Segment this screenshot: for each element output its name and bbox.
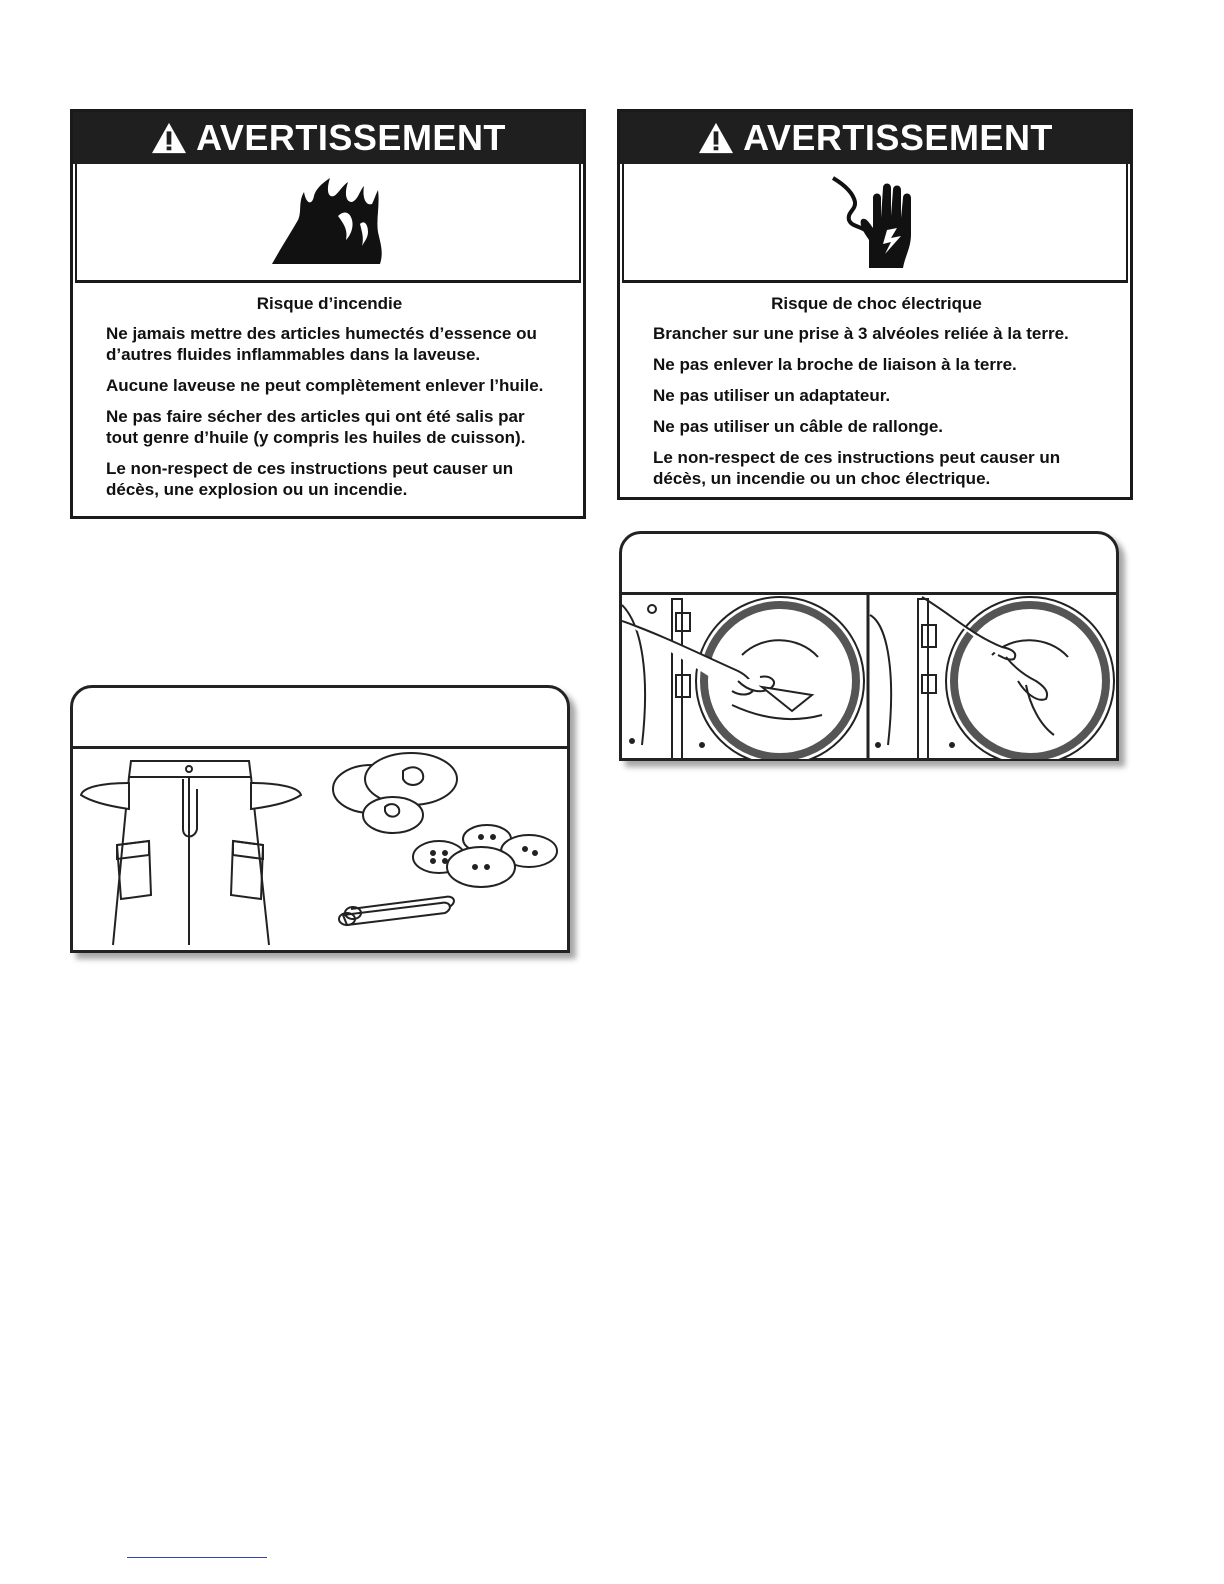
- warning-triangle-icon: [150, 121, 188, 155]
- warning-header-text: AVERTISSEMENT: [743, 117, 1053, 158]
- electric-shock-hand-icon: [825, 174, 925, 270]
- dryer-panel-right: [870, 597, 1114, 759]
- warning-line: Ne jamais mettre des articles humectés d’essence ou d’autres fluides inflammables dans la laveuse.: [106, 324, 537, 364]
- warning-header-text: AVERTISSEMENT: [196, 117, 506, 158]
- warning-triangle-icon: [697, 121, 735, 155]
- warning-body: [73, 283, 583, 514]
- warning-line: Ne pas utiliser un câble de rallonge.: [653, 417, 944, 436]
- warning-line: Ne pas faire sécher des articles qui ont été salis par tout genre d’huile (y compris les huiles de cuisson).: [106, 407, 526, 447]
- warning-line: Le non-respect de ces instructions peut causer un décès, un incendie ou un choc électrique.: [653, 448, 1061, 488]
- footer-rule: [127, 1557, 267, 1558]
- safety-pins-icon: [339, 897, 454, 925]
- coins-icon: [333, 753, 457, 833]
- buttons-icon: [413, 825, 557, 887]
- card-header-strip: [622, 534, 1116, 595]
- dryer-drum-illustration-card: [619, 531, 1119, 761]
- warning-icon-row: [622, 164, 1128, 283]
- empty-pockets-illustration-card: [70, 685, 570, 953]
- dryer-panel-left: [622, 597, 864, 759]
- fire-icon: [268, 176, 388, 268]
- warning-banner: [73, 112, 583, 164]
- pockets-illustration: [73, 749, 567, 953]
- warning-banner: [620, 112, 1130, 164]
- warning-line: Brancher sur une prise à 3 alvéoles reliée à la terre.: [653, 324, 1069, 343]
- warning-body: [620, 283, 1130, 503]
- warning-line: Aucune laveuse ne peut complètement enlever l’huile.: [106, 376, 544, 395]
- warning-line: Ne pas enlever la broche de liaison à la terre.: [653, 355, 1017, 374]
- pants-icon: [81, 761, 301, 945]
- card-header-strip: [73, 688, 567, 749]
- electric-warning-box: [617, 109, 1133, 500]
- warning-line: Le non-respect de ces instructions peut causer un décès, une explosion ou un incendie.: [106, 459, 514, 499]
- fire-warning-box: [70, 109, 586, 519]
- risk-title: Risque de choc électrique: [771, 294, 982, 313]
- risk-title: Risque d’incendie: [256, 294, 403, 313]
- warning-line: Ne pas utiliser un adaptateur.: [653, 386, 891, 405]
- warning-icon-row: [75, 164, 581, 283]
- dryer-drum-illustration: [622, 595, 1116, 759]
